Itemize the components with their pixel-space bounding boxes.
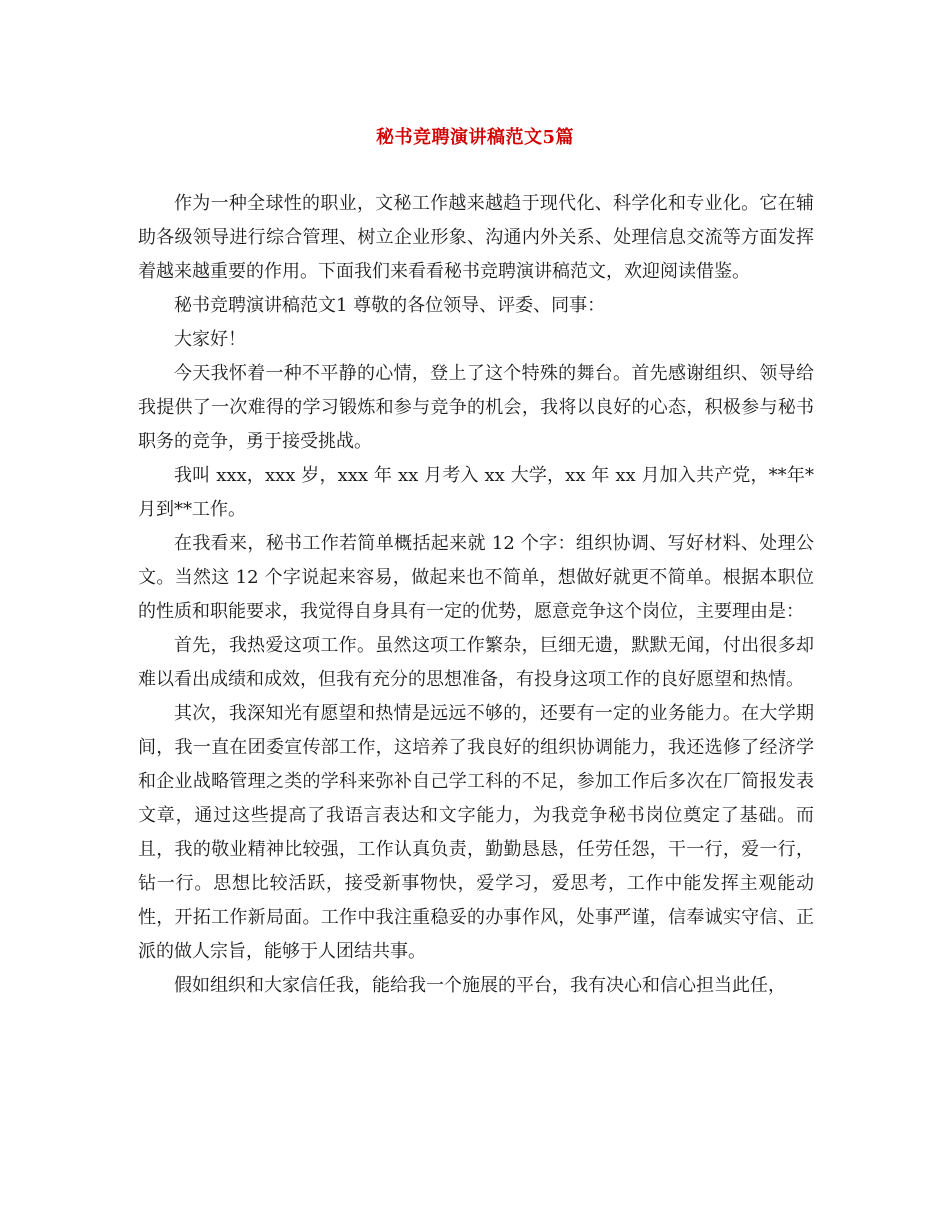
document-title: 秘书竞聘演讲稿范文5篇: [375, 127, 575, 148]
paragraph-commitment: 假如组织和大家信任我，能给我一个施展的平台，我有决心和信心担当此任，: [174, 975, 786, 996]
paragraph-opening: 今天我怀着一种不平静的心情，登上了这个特殊的舞台。首先感谢组织、领导给我提供了一次难得的学习锻炼和参与竞争的机会，我将以良好的心态，积极参与秘书职务的竞争，勇于接受挑战。: [138, 363, 814, 452]
paragraph-reason-first: 首先，我热爱这项工作。虽然这项工作繁杂，巨细无遗，默默无闻，付出很多却难以看出成绩和成效，但我有充分的思想准备，有投身这项工作的良好愿望和热情。: [138, 635, 814, 690]
paragraph-self-intro: 我叫 xxx，xxx 岁，xxx 年 xx 月考入 xx 大学，xx 年 xx 月加入共产党，**年*月到**工作。: [138, 465, 814, 520]
document-body: [138, 187, 814, 1003]
paragraph-intro: 作为一种全球性的职业，文秘工作越来越趋于现代化、科学化和专业化。它在辅助各级领导进行综合管理、树立企业形象、沟通内外关系、处理信息交流等方面发挥着越来越重要的作用。下面我们来看看秘书竞聘演讲稿范文，欢迎阅读借鉴。: [138, 193, 814, 282]
paragraph-greeting: 大家好！: [174, 329, 246, 350]
paragraph-job-view: 在我看来，秘书工作若简单概括起来就 12 个字：组织协调、写好材料、处理公文。当然这 12 个字说起来容易，做起来也不简单，想做好就更不简单。根据本职位的性质和职能要求，我觉得自身具有一定的优势，愿意竞争这个岗位，主要理由是：: [138, 533, 814, 622]
paragraph-reason-second: 其次，我深知光有愿望和热情是远远不够的，还要有一定的业务能力。在大学期间，我一直在团委宣传部工作，这培养了我良好的组织协调能力，我还选修了经济学和企业战略管理之类的学科来弥补自己学工科的不足，参加工作后多次在厂简报发表文章，通过这些提高了我语言表达和文字能力，为我竞争秘书岗位奠定了基础。而且，我的敬业精神比较强，工作认真负责，勤勤恳恳，任劳任怨，干一行，爱一行，钻一行。思想比较活跃，接受新事物快，爱学习，爱思考，工作中能发挥主观能动性，开拓工作新局面。工作中我注重稳妥的办事作风，处事严谨，信奉诚实守信、正派的做人宗旨，能够于人团结共事。: [138, 703, 814, 962]
paragraph-salutation: 秘书竞聘演讲稿范文1 尊敬的各位领导、评委、同事：: [174, 295, 606, 316]
